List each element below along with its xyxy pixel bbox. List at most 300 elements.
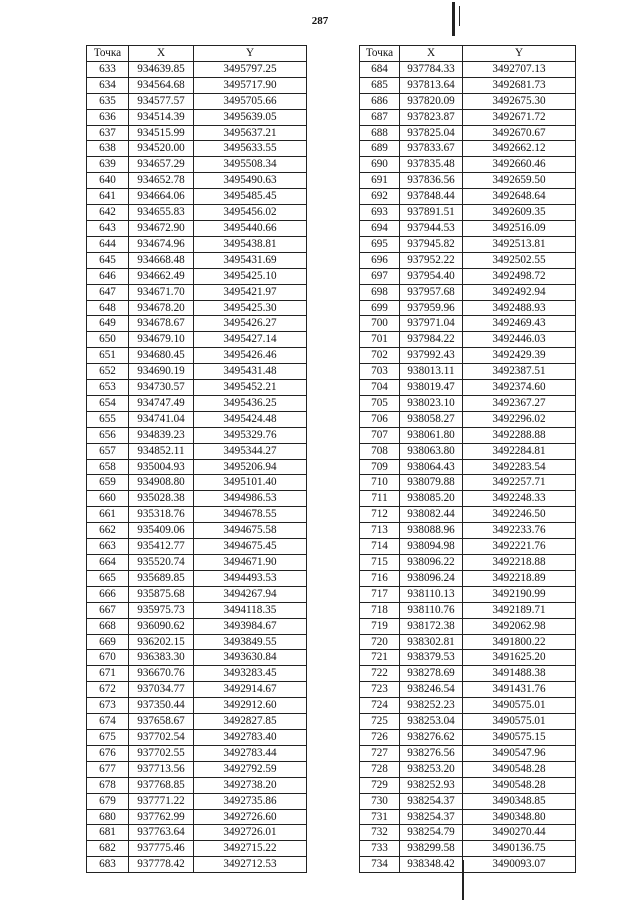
point-number-cell: 697	[360, 268, 400, 284]
x-coordinate-cell: 937971.04	[400, 316, 463, 332]
y-coordinate-cell: 3492738.20	[194, 777, 307, 793]
point-number-cell: 708	[360, 443, 400, 459]
point-number-cell: 660	[87, 491, 129, 507]
x-coordinate-cell: 937945.82	[400, 236, 463, 252]
point-number-cell: 728	[360, 761, 400, 777]
y-coordinate-cell: 3495456.02	[194, 205, 307, 221]
y-coordinate-cell: 3495421.97	[194, 284, 307, 300]
x-coordinate-cell: 937702.54	[129, 729, 194, 745]
table-row	[87, 284, 307, 300]
x-coordinate-cell: 938172.38	[400, 618, 463, 634]
x-coordinate-cell: 934852.11	[129, 443, 194, 459]
y-coordinate-cell: 3491431.76	[463, 682, 576, 698]
y-coordinate-cell: 3495797.25	[194, 61, 307, 77]
table-row	[87, 411, 307, 427]
point-number-cell: 692	[360, 189, 400, 205]
point-number-cell: 711	[360, 491, 400, 507]
y-coordinate-cell: 3492248.33	[463, 491, 576, 507]
table-row	[87, 491, 307, 507]
y-coordinate-cell: 3494675.58	[194, 523, 307, 539]
y-coordinate-cell: 3495440.66	[194, 220, 307, 236]
table-row	[87, 825, 307, 841]
header-x: X	[129, 46, 194, 62]
table-row	[360, 634, 576, 650]
table-row	[360, 698, 576, 714]
table-row	[360, 348, 576, 364]
x-coordinate-cell: 938063.80	[400, 443, 463, 459]
table-row	[87, 205, 307, 221]
point-number-cell: 698	[360, 284, 400, 300]
y-coordinate-cell: 3492707.13	[463, 61, 576, 77]
y-coordinate-cell: 3495425.10	[194, 268, 307, 284]
y-coordinate-cell: 3493984.67	[194, 618, 307, 634]
table-row	[87, 61, 307, 77]
point-number-cell: 701	[360, 332, 400, 348]
x-coordinate-cell: 938254.37	[400, 793, 463, 809]
table-row	[360, 189, 576, 205]
point-number-cell: 734	[360, 857, 400, 873]
table-row	[87, 443, 307, 459]
table-row	[360, 586, 576, 602]
y-coordinate-cell: 3490547.96	[463, 745, 576, 761]
y-coordinate-cell: 3492516.09	[463, 220, 576, 236]
point-number-cell: 705	[360, 395, 400, 411]
x-coordinate-cell: 935520.74	[129, 555, 194, 571]
point-number-cell: 657	[87, 443, 129, 459]
y-coordinate-cell: 3492296.02	[463, 411, 576, 427]
point-number-cell: 695	[360, 236, 400, 252]
point-number-cell: 690	[360, 157, 400, 173]
x-coordinate-cell: 938276.62	[400, 729, 463, 745]
table-row	[360, 443, 576, 459]
y-coordinate-cell: 3490548.28	[463, 777, 576, 793]
point-number-cell: 633	[87, 61, 129, 77]
x-coordinate-cell: 937762.99	[129, 809, 194, 825]
table-row	[87, 602, 307, 618]
y-coordinate-cell: 3495637.21	[194, 125, 307, 141]
point-number-cell: 693	[360, 205, 400, 221]
table-row	[360, 93, 576, 109]
y-coordinate-cell: 3494493.53	[194, 570, 307, 586]
y-coordinate-cell: 3495508.34	[194, 157, 307, 173]
x-coordinate-cell: 938246.54	[400, 682, 463, 698]
x-coordinate-cell: 938278.69	[400, 666, 463, 682]
y-coordinate-cell: 3492246.50	[463, 507, 576, 523]
x-coordinate-cell: 935318.76	[129, 507, 194, 523]
x-coordinate-cell: 937784.33	[400, 61, 463, 77]
table-row	[360, 650, 576, 666]
table-row	[87, 125, 307, 141]
x-coordinate-cell: 937702.55	[129, 745, 194, 761]
point-number-cell: 721	[360, 650, 400, 666]
header-y: Y	[194, 46, 307, 62]
point-number-cell: 666	[87, 586, 129, 602]
table-row	[87, 475, 307, 491]
x-coordinate-cell: 934662.49	[129, 268, 194, 284]
point-number-cell: 634	[87, 77, 129, 93]
y-coordinate-cell: 3495427.14	[194, 332, 307, 348]
y-coordinate-cell: 3495206.94	[194, 459, 307, 475]
point-number-cell: 638	[87, 141, 129, 157]
point-number-cell: 682	[87, 841, 129, 857]
y-coordinate-cell: 3492446.03	[463, 332, 576, 348]
y-coordinate-cell: 3493849.55	[194, 634, 307, 650]
point-number-cell: 691	[360, 173, 400, 189]
y-coordinate-cell: 3495426.46	[194, 348, 307, 364]
y-coordinate-cell: 3493630.84	[194, 650, 307, 666]
x-coordinate-cell: 937034.77	[129, 682, 194, 698]
y-coordinate-cell: 3495101.40	[194, 475, 307, 491]
x-coordinate-cell: 935004.93	[129, 459, 194, 475]
x-coordinate-cell: 938085.20	[400, 491, 463, 507]
table-row	[87, 93, 307, 109]
point-number-cell: 679	[87, 793, 129, 809]
x-coordinate-cell: 938064.43	[400, 459, 463, 475]
x-coordinate-cell: 934839.23	[129, 427, 194, 443]
point-number-cell: 719	[360, 618, 400, 634]
point-number-cell: 653	[87, 380, 129, 396]
y-coordinate-cell: 3492502.55	[463, 252, 576, 268]
x-coordinate-cell: 938276.56	[400, 745, 463, 761]
x-coordinate-cell: 938253.20	[400, 761, 463, 777]
table-row	[87, 109, 307, 125]
x-coordinate-cell: 934908.80	[129, 475, 194, 491]
x-coordinate-cell: 937944.53	[400, 220, 463, 236]
point-number-cell: 641	[87, 189, 129, 205]
y-coordinate-cell: 3492648.64	[463, 189, 576, 205]
point-number-cell: 733	[360, 841, 400, 857]
x-coordinate-cell: 937957.68	[400, 284, 463, 300]
y-coordinate-cell: 3492670.67	[463, 125, 576, 141]
point-number-cell: 672	[87, 682, 129, 698]
x-coordinate-cell: 938302.81	[400, 634, 463, 650]
x-coordinate-cell: 937775.46	[129, 841, 194, 857]
x-coordinate-cell: 938254.79	[400, 825, 463, 841]
point-number-cell: 712	[360, 507, 400, 523]
point-number-cell: 703	[360, 364, 400, 380]
point-number-cell: 686	[360, 93, 400, 109]
table-row	[87, 77, 307, 93]
x-coordinate-cell: 934564.68	[129, 77, 194, 93]
scan-mark-top-thin	[459, 6, 460, 26]
point-number-cell: 650	[87, 332, 129, 348]
table-row	[87, 459, 307, 475]
x-coordinate-cell: 936670.76	[129, 666, 194, 682]
point-number-cell: 654	[87, 395, 129, 411]
table-row	[360, 555, 576, 571]
point-number-cell: 649	[87, 316, 129, 332]
y-coordinate-cell: 3495344.27	[194, 443, 307, 459]
table-row	[360, 714, 576, 730]
x-coordinate-cell: 934672.90	[129, 220, 194, 236]
table-row	[87, 236, 307, 252]
table-row	[87, 777, 307, 793]
point-number-cell: 727	[360, 745, 400, 761]
header-point: Точка	[87, 46, 129, 62]
point-number-cell: 665	[87, 570, 129, 586]
y-coordinate-cell: 3494267.94	[194, 586, 307, 602]
x-coordinate-cell: 934514.39	[129, 109, 194, 125]
y-coordinate-cell: 3495452.21	[194, 380, 307, 396]
x-coordinate-cell: 934678.20	[129, 300, 194, 316]
point-number-cell: 696	[360, 252, 400, 268]
table-row	[360, 570, 576, 586]
y-coordinate-cell: 3494675.45	[194, 539, 307, 555]
table-row	[360, 316, 576, 332]
point-number-cell: 716	[360, 570, 400, 586]
table-row	[360, 380, 576, 396]
table-row	[360, 252, 576, 268]
x-coordinate-cell: 935875.68	[129, 586, 194, 602]
table-row	[360, 77, 576, 93]
point-number-cell: 684	[360, 61, 400, 77]
table-row	[360, 300, 576, 316]
table-row	[87, 141, 307, 157]
table-row	[360, 809, 576, 825]
x-coordinate-cell: 938252.23	[400, 698, 463, 714]
x-coordinate-cell: 934577.57	[129, 93, 194, 109]
table-row	[360, 109, 576, 125]
x-coordinate-cell: 938094.98	[400, 539, 463, 555]
x-coordinate-cell: 937778.42	[129, 857, 194, 873]
table-row	[87, 570, 307, 586]
table-row	[87, 427, 307, 443]
y-coordinate-cell: 3492233.76	[463, 523, 576, 539]
table-row	[87, 698, 307, 714]
x-coordinate-cell: 938252.93	[400, 777, 463, 793]
table-row	[87, 793, 307, 809]
point-number-cell: 642	[87, 205, 129, 221]
table-row	[360, 602, 576, 618]
x-coordinate-cell: 934639.85	[129, 61, 194, 77]
y-coordinate-cell: 3490575.15	[463, 729, 576, 745]
y-coordinate-cell: 3494986.53	[194, 491, 307, 507]
point-number-cell: 674	[87, 714, 129, 730]
table-row	[360, 618, 576, 634]
point-number-cell: 713	[360, 523, 400, 539]
x-coordinate-cell: 937763.64	[129, 825, 194, 841]
table-row	[360, 475, 576, 491]
point-number-cell: 636	[87, 109, 129, 125]
point-number-cell: 725	[360, 714, 400, 730]
y-coordinate-cell: 3495329.76	[194, 427, 307, 443]
point-number-cell: 651	[87, 348, 129, 364]
point-number-cell: 669	[87, 634, 129, 650]
y-coordinate-cell: 3495639.05	[194, 109, 307, 125]
point-number-cell: 656	[87, 427, 129, 443]
x-coordinate-cell: 935409.06	[129, 523, 194, 539]
y-coordinate-cell: 3495717.90	[194, 77, 307, 93]
x-coordinate-cell: 937713.56	[129, 761, 194, 777]
header-x: X	[400, 46, 463, 62]
x-coordinate-cell: 937813.64	[400, 77, 463, 93]
point-number-cell: 710	[360, 475, 400, 491]
y-coordinate-cell: 3492827.85	[194, 714, 307, 730]
y-coordinate-cell: 3492374.60	[463, 380, 576, 396]
y-coordinate-cell: 3492288.88	[463, 427, 576, 443]
point-number-cell: 729	[360, 777, 400, 793]
table-row	[360, 729, 576, 745]
y-coordinate-cell: 3490136.75	[463, 841, 576, 857]
point-number-cell: 722	[360, 666, 400, 682]
y-coordinate-cell: 3493283.45	[194, 666, 307, 682]
point-number-cell: 678	[87, 777, 129, 793]
y-coordinate-cell: 3492792.59	[194, 761, 307, 777]
table-header-row	[87, 46, 307, 62]
y-coordinate-cell: 3492609.35	[463, 205, 576, 221]
y-coordinate-cell: 3492659.50	[463, 173, 576, 189]
x-coordinate-cell: 934680.45	[129, 348, 194, 364]
y-coordinate-cell: 3495490.63	[194, 173, 307, 189]
x-coordinate-cell: 937350.44	[129, 698, 194, 714]
table-row	[87, 682, 307, 698]
point-number-cell: 662	[87, 523, 129, 539]
x-coordinate-cell: 935028.38	[129, 491, 194, 507]
x-coordinate-cell: 938088.96	[400, 523, 463, 539]
x-coordinate-cell: 937992.43	[400, 348, 463, 364]
table-row	[87, 507, 307, 523]
point-number-cell: 718	[360, 602, 400, 618]
table-row	[360, 268, 576, 284]
table-row	[360, 507, 576, 523]
y-coordinate-cell: 3494671.90	[194, 555, 307, 571]
x-coordinate-cell: 936383.30	[129, 650, 194, 666]
table-row	[360, 157, 576, 173]
point-number-cell: 639	[87, 157, 129, 173]
y-coordinate-cell: 3492783.44	[194, 745, 307, 761]
table-row	[87, 395, 307, 411]
table-row	[87, 666, 307, 682]
point-number-cell: 688	[360, 125, 400, 141]
x-coordinate-cell: 935689.85	[129, 570, 194, 586]
table-row	[87, 173, 307, 189]
y-coordinate-cell: 3495426.27	[194, 316, 307, 332]
y-coordinate-cell: 3495485.45	[194, 189, 307, 205]
point-number-cell: 664	[87, 555, 129, 571]
x-coordinate-cell: 938110.76	[400, 602, 463, 618]
point-number-cell: 706	[360, 411, 400, 427]
y-coordinate-cell: 3495438.81	[194, 236, 307, 252]
table-row	[360, 332, 576, 348]
table-row	[360, 395, 576, 411]
point-number-cell: 652	[87, 364, 129, 380]
y-coordinate-cell: 3492498.72	[463, 268, 576, 284]
x-coordinate-cell: 934730.57	[129, 380, 194, 396]
x-coordinate-cell: 938082.44	[400, 507, 463, 523]
table-row	[360, 491, 576, 507]
y-coordinate-cell: 3492712.53	[194, 857, 307, 873]
table-row	[87, 316, 307, 332]
table-row	[87, 857, 307, 873]
table-row	[360, 364, 576, 380]
y-coordinate-cell: 3490348.85	[463, 793, 576, 809]
y-coordinate-cell: 3492675.30	[463, 93, 576, 109]
x-coordinate-cell: 935412.77	[129, 539, 194, 555]
point-number-cell: 689	[360, 141, 400, 157]
x-coordinate-cell: 938110.13	[400, 586, 463, 602]
point-number-cell: 694	[360, 220, 400, 236]
x-coordinate-cell: 934520.00	[129, 141, 194, 157]
y-coordinate-cell: 3492914.67	[194, 682, 307, 698]
y-coordinate-cell: 3492488.93	[463, 300, 576, 316]
point-number-cell: 635	[87, 93, 129, 109]
y-coordinate-cell: 3490575.01	[463, 714, 576, 730]
x-coordinate-cell: 934657.29	[129, 157, 194, 173]
x-coordinate-cell: 934652.78	[129, 173, 194, 189]
x-coordinate-cell: 934679.10	[129, 332, 194, 348]
table-header-row	[360, 46, 576, 62]
table-row	[87, 157, 307, 173]
x-coordinate-cell: 934671.70	[129, 284, 194, 300]
x-coordinate-cell: 938058.27	[400, 411, 463, 427]
x-coordinate-cell: 934515.99	[129, 125, 194, 141]
y-coordinate-cell: 3490093.07	[463, 857, 576, 873]
y-coordinate-cell: 3492190.99	[463, 586, 576, 602]
y-coordinate-cell: 3492469.43	[463, 316, 576, 332]
x-coordinate-cell: 938023.10	[400, 395, 463, 411]
table-row	[360, 173, 576, 189]
y-coordinate-cell: 3491625.20	[463, 650, 576, 666]
y-coordinate-cell: 3490270.44	[463, 825, 576, 841]
x-coordinate-cell: 934741.04	[129, 411, 194, 427]
y-coordinate-cell: 3492492.94	[463, 284, 576, 300]
x-coordinate-cell: 936090.62	[129, 618, 194, 634]
point-number-cell: 709	[360, 459, 400, 475]
table-row	[87, 809, 307, 825]
point-number-cell: 667	[87, 602, 129, 618]
y-coordinate-cell: 3492662.12	[463, 141, 576, 157]
table-row	[360, 523, 576, 539]
y-coordinate-cell: 3490348.80	[463, 809, 576, 825]
point-number-cell: 663	[87, 539, 129, 555]
point-number-cell: 702	[360, 348, 400, 364]
table-row	[360, 761, 576, 777]
table-row	[360, 539, 576, 555]
x-coordinate-cell: 937823.87	[400, 109, 463, 125]
x-coordinate-cell: 937768.85	[129, 777, 194, 793]
y-coordinate-cell: 3492671.72	[463, 109, 576, 125]
point-number-cell: 648	[87, 300, 129, 316]
table-row	[360, 284, 576, 300]
y-coordinate-cell: 3492284.81	[463, 443, 576, 459]
x-coordinate-cell: 937833.67	[400, 141, 463, 157]
y-coordinate-cell: 3492283.54	[463, 459, 576, 475]
point-number-cell: 647	[87, 284, 129, 300]
table-row	[360, 427, 576, 443]
table-body-left	[87, 61, 307, 872]
y-coordinate-cell: 3492062.98	[463, 618, 576, 634]
y-coordinate-cell: 3495424.48	[194, 411, 307, 427]
table-row	[87, 348, 307, 364]
table-row	[87, 268, 307, 284]
table-row	[87, 539, 307, 555]
y-coordinate-cell: 3495431.48	[194, 364, 307, 380]
table-row	[360, 666, 576, 682]
scan-mark-top	[452, 2, 455, 36]
point-number-cell: 677	[87, 761, 129, 777]
x-coordinate-cell: 937836.56	[400, 173, 463, 189]
y-coordinate-cell: 3492218.88	[463, 555, 576, 571]
x-coordinate-cell: 937820.09	[400, 93, 463, 109]
y-coordinate-cell: 3491488.38	[463, 666, 576, 682]
point-number-cell: 714	[360, 539, 400, 555]
x-coordinate-cell: 938254.37	[400, 809, 463, 825]
table-row	[360, 411, 576, 427]
header-point: Точка	[360, 46, 400, 62]
table-row	[87, 745, 307, 761]
table-row	[87, 332, 307, 348]
table-row	[360, 841, 576, 857]
